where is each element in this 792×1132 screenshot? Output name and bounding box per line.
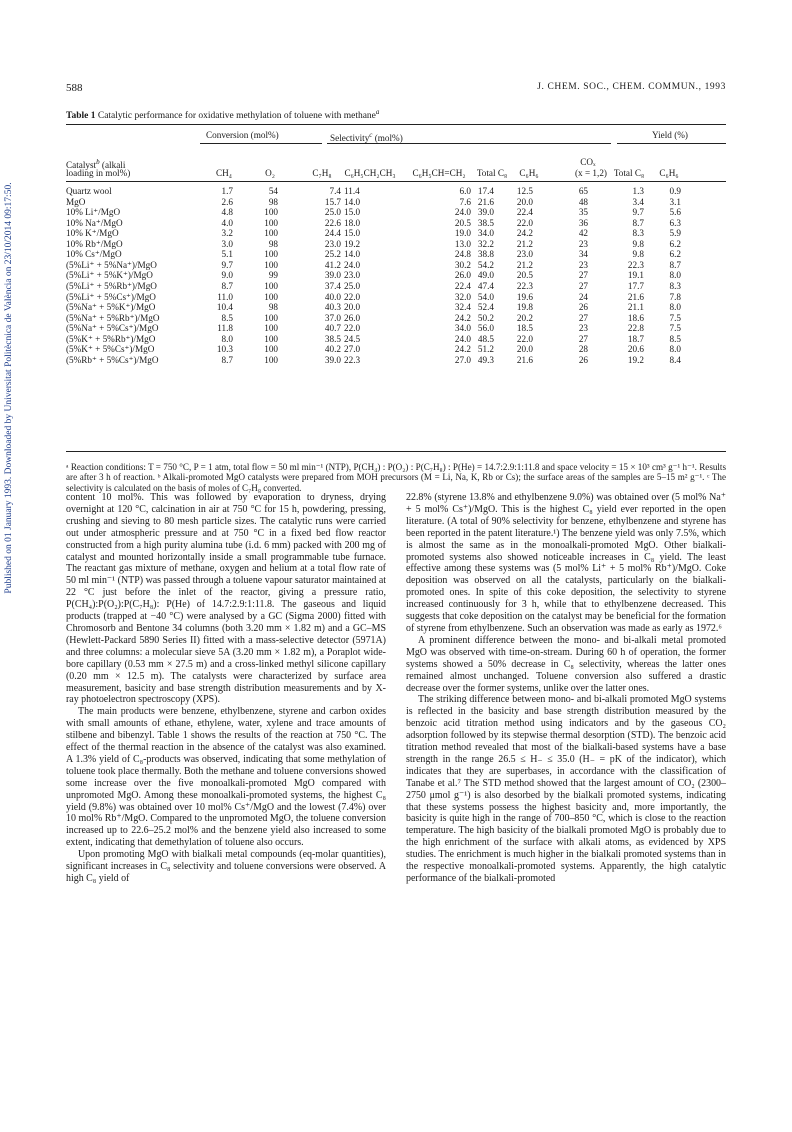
table-cell: 4.8 bbox=[221, 207, 233, 218]
table-cell: 51.2 bbox=[477, 344, 494, 355]
table-cell: 19.8 bbox=[516, 302, 533, 313]
table-cell: 22.3 bbox=[344, 354, 361, 365]
table-cell: 3.0 bbox=[221, 238, 233, 249]
table-cell: 54.0 bbox=[477, 291, 494, 302]
table-cell: 22.6 bbox=[324, 217, 341, 228]
table-cell: 100 bbox=[264, 280, 278, 291]
table-cell: 26.0 bbox=[344, 312, 361, 323]
table-cell: 26 bbox=[578, 354, 588, 365]
table-cell: 52.4 bbox=[477, 302, 494, 313]
selectivity-rule bbox=[327, 143, 611, 144]
table-cell: 7.4 bbox=[329, 186, 341, 196]
table-row-catalyst: (5%Na⁺ + 5%K⁺)/MgO bbox=[66, 302, 156, 313]
table-cell: 21.2 bbox=[516, 259, 533, 270]
table-cell: 11.8 bbox=[217, 323, 233, 334]
table-cell: 40.0 bbox=[324, 291, 341, 302]
table-caption-text: Catalytic performance for oxidative methylation of toluene with methane bbox=[97, 111, 376, 122]
table-cell: 8.0 bbox=[669, 302, 681, 313]
table-row-catalyst: Quartz wool bbox=[66, 186, 112, 196]
table-cell: 32.4 bbox=[454, 302, 471, 313]
table-cell: 32.0 bbox=[454, 291, 471, 302]
table-cell: 24.2 bbox=[454, 312, 471, 323]
table-caption bbox=[66, 108, 379, 121]
table-bottom-rule bbox=[66, 451, 726, 452]
table-cell: 24.2 bbox=[516, 228, 533, 239]
table-cell: 100 bbox=[264, 291, 278, 302]
table-cell: 40.7 bbox=[324, 323, 341, 334]
table-footnote: ᵃ Reaction conditions: T = 750 °C, P = 1 atm, total flow = 50 ml min⁻¹ (NTP), P(CH₄) : P(O₂) : P(C₇H₈) : P(He) = 14.7:2.9:1:11.8 and space velocity = 15 × 10³ cm³ g⁻¹ h⁻¹. Results are after 3 h of reaction. ᵇ Alkali-promoted MgO catalysts were prepared from MOH precursors (M = Li, Na, K, Rb or Cs); the surface areas of the samples are 5–15 m² g⁻¹. ᶜ The selectivity is calculated on the basis of moles of C₇H₈ converted. bbox=[66, 462, 726, 493]
table-cell: 20.6 bbox=[627, 344, 644, 355]
table-cell: 49.0 bbox=[477, 270, 494, 281]
table-cell: 20.0 bbox=[344, 302, 361, 313]
table-cell: 37.0 bbox=[324, 312, 341, 323]
download-notice-text: Published on 01 January 1993. Downloaded by Universitat Politècnica de València on 23/10/2014 09:17:50. bbox=[4, 182, 14, 594]
table-cell: 8.7 bbox=[221, 354, 233, 365]
table-cell: 34.0 bbox=[454, 323, 471, 334]
journal-header: J. CHEM. SOC., CHEM. COMMUN., 1993 bbox=[537, 82, 726, 92]
table-cell: 20.2 bbox=[516, 312, 533, 323]
cox-subheader: (x = 1,2) bbox=[575, 168, 607, 178]
table-cell: 24.0 bbox=[344, 259, 361, 270]
table-cell: 23.0 bbox=[324, 238, 341, 249]
table-cell: 15.0 bbox=[344, 228, 361, 239]
table-cell: 40.2 bbox=[324, 344, 341, 355]
table-cell: 22.4 bbox=[454, 280, 471, 291]
table-cell: 40.3 bbox=[324, 302, 341, 313]
paragraph: content 10 mol%. This was followed by evaporation to dryness, drying overnight at 120 °C, calcination in air at 750 °C for 15 h, powdering, pressing, crushing and sieving to 80 mesh particle sizes. The catalytic runs were carried out under atmospheric pressure and at 750 °C in a fixed bed flow reactor constructed from a high purity alumina tube (i.d. 6 mm) packed with 200 mg of catalyst and mounted horizontally inside a small programmable tube furnace. The reactant gas mixture of methane, oxygen and helium at a total flow rate of 50 ml min⁻¹ (NTP) was passed through a toluene vapour saturator maintained at 22 °C just before the inlet of the reactor, giving a pressure ratio, P(CH₄):P(O₂):P(C₇H₈): P(He) of 14.7:2.9:1:11.8. The gaseous and liquid products (trapped at −40 °C) were analysed by a GC (Sigma 2000) fitted with Chromosorb and Bentone 34 columns (both 3.20 mm × 1.82 m) and a GC–MS (Hewlett-Packard 5890 Series II) fitted with a mass-selective detector (5971A) and three columns: a molecular sieve 5A (3.20 mm × 1.82 m), a Poraplot wide-bore capillary (0.53 mm × 27.5 m) and a cross-linked methyl silicone capillary (0.20 mm × 12.5 m). The catalysts were characterized by surface area measurement, basicity and base strength distribution measurements and by X-ray photoelectron spectroscopy (XPS). bbox=[66, 492, 386, 706]
table-cell: 19.2 bbox=[344, 238, 361, 249]
table-cell: 8.5 bbox=[221, 312, 233, 323]
table-cell: 5.6 bbox=[669, 207, 681, 218]
table-caption-mark: a bbox=[375, 108, 380, 116]
table-cell: 30.2 bbox=[454, 259, 471, 270]
table-cell: 18.0 bbox=[344, 217, 361, 228]
table-cell: 19.0 bbox=[454, 228, 471, 239]
table-cell: 27.0 bbox=[454, 354, 471, 365]
table-cell: 38.8 bbox=[477, 249, 494, 260]
table-cell: 22.0 bbox=[516, 333, 533, 344]
table-cell: 8.7 bbox=[221, 280, 233, 291]
table-cell: 9.7 bbox=[221, 259, 233, 270]
table-cell: 26.0 bbox=[454, 270, 471, 281]
table-cell: 17.4 bbox=[477, 186, 494, 196]
table-cell: 6.0 bbox=[459, 186, 471, 196]
paragraph: The striking difference between mono- and bi-alkali promoted MgO systems is reflected in the basicity and base strength distribution measured by the benzoic acid titration method using indicators and by the gaseous CO₂ adsorption followed by its stepwise thermal desorption (STD). The benzoic acid titration method revealed that most of the bialkali-based systems have a base strength in the range 26.5 ≤ H₋ ≤ 35.0 (H₋ = pK of the indicator), which indicates that they are superbases, in accordance with the classification of Tanabe et al.⁷ The STD method showed that the largest amount of CO₂ (2300–2750 μmol g⁻¹) is also desorbed by the bialkali promoted systems, indicating that these systems possess the highest basicity and, more importantly, the basicity is quite high in the range of 700–850 °C, which is close to the reaction temperature. The high basicity of the bialkali promoted MgO is probably due to the high enrichment of the surface with alkali atoms, as evidenced by XPS studies. The enrichment is much higher in the bialkali promoted systems than in the respective monoalkali-promoted systems. Apparently, the high catalytic performance of the bialkali-promoted bbox=[406, 694, 726, 884]
column-header: O₂ bbox=[265, 168, 275, 178]
table-cell: 26 bbox=[578, 302, 588, 313]
table-cell: 25.2 bbox=[324, 249, 341, 260]
table-cell: 22.0 bbox=[516, 217, 533, 228]
table-cell: 21.6 bbox=[516, 354, 533, 365]
table-cell: 8.7 bbox=[669, 259, 681, 270]
table-cell: 9.7 bbox=[632, 207, 644, 218]
table-row-catalyst: 10% K⁺/MgO bbox=[66, 228, 119, 239]
table-cell: 100 bbox=[264, 207, 278, 218]
table-cell: 9.8 bbox=[632, 238, 644, 249]
table-cell: 99 bbox=[268, 270, 278, 281]
conversion-rule bbox=[200, 143, 322, 144]
table-cell: 1.7 bbox=[221, 186, 233, 196]
table-row-catalyst: 10% Li⁺/MgO bbox=[66, 207, 121, 218]
table-cell: 10.3 bbox=[216, 344, 233, 355]
table-cell: 8.0 bbox=[669, 270, 681, 281]
column-header: CH₄ bbox=[216, 168, 232, 178]
table-cell: 24.4 bbox=[324, 228, 341, 239]
table-row-catalyst: 10% Na⁺/MgO bbox=[66, 217, 123, 228]
selectivity-mark: c bbox=[369, 131, 373, 139]
table-cell: 20.5 bbox=[454, 217, 471, 228]
table-cell: 7.6 bbox=[459, 196, 471, 207]
table-row-catalyst: (5%Na⁺ + 5%Rb⁺)/MgO bbox=[66, 312, 160, 323]
table-cell: 100 bbox=[264, 354, 278, 365]
table-cell: 22.3 bbox=[516, 280, 533, 291]
table-cell: 8.0 bbox=[221, 333, 233, 344]
table-cell: 48.5 bbox=[477, 333, 494, 344]
table-cell: 22.0 bbox=[344, 291, 361, 302]
table-cell: 98 bbox=[268, 196, 278, 207]
table-cell: 1.3 bbox=[632, 186, 644, 196]
table-cell: 54.2 bbox=[477, 259, 494, 270]
table-cell: 50.2 bbox=[477, 312, 494, 323]
table-cell: 8.3 bbox=[669, 280, 681, 291]
table-row-catalyst: (5%Li⁺ + 5%K⁺)/MgO bbox=[66, 270, 153, 281]
table-row-catalyst: (5%K⁺ + 5%Cs⁺)/MgO bbox=[66, 344, 155, 355]
table-cell: 34.0 bbox=[477, 228, 494, 239]
table-cell: 8.3 bbox=[632, 228, 644, 239]
table-cell: 19.1 bbox=[627, 270, 644, 281]
table-cell: 25.0 bbox=[344, 280, 361, 291]
table-cell: 32.2 bbox=[477, 238, 494, 249]
column-header: Total C₈ bbox=[613, 168, 645, 178]
table-cell: 100 bbox=[264, 323, 278, 334]
table-cell: 18.5 bbox=[516, 323, 533, 334]
table-cell: 19.6 bbox=[516, 291, 533, 302]
table-cell: 27 bbox=[578, 333, 588, 344]
table-cell: 65 bbox=[578, 186, 588, 196]
table-cell: 12.5 bbox=[516, 186, 533, 196]
table-row-catalyst: (5%Na⁺ + 5%Cs⁺)/MgO bbox=[66, 323, 159, 334]
left-column bbox=[66, 492, 386, 885]
table-cell: 0.9 bbox=[669, 186, 681, 196]
table-cell: 24.8 bbox=[454, 249, 471, 260]
table-cell: 100 bbox=[264, 344, 278, 355]
table-row-catalyst: 10% Rb⁺/MgO bbox=[66, 238, 123, 249]
table-cell: 41.2 bbox=[324, 259, 341, 270]
table-cell: 24 bbox=[578, 291, 588, 302]
table-label: Table 1 bbox=[66, 111, 96, 122]
table-cell: 19.2 bbox=[627, 354, 644, 365]
table-cell: 100 bbox=[264, 228, 278, 239]
table-cell: 8.5 bbox=[669, 333, 681, 344]
table-cell: 11.4 bbox=[344, 186, 360, 196]
download-notice bbox=[2, 108, 16, 668]
table-row-catalyst: MgO bbox=[66, 196, 86, 207]
table-cell: 98 bbox=[268, 302, 278, 313]
table-cell: 21.1 bbox=[627, 302, 644, 313]
table-cell: 15.0 bbox=[344, 207, 361, 218]
table-cell: 4.0 bbox=[221, 217, 233, 228]
table-cell: 47.4 bbox=[477, 280, 494, 291]
catalyst-mark: b bbox=[96, 158, 100, 166]
table-cell: 5.1 bbox=[221, 249, 233, 260]
table-cell: 27.0 bbox=[344, 344, 361, 355]
column-header: C₆H₆ bbox=[519, 168, 539, 178]
table-cell: 3.2 bbox=[221, 228, 233, 239]
table-cell: 8.4 bbox=[669, 354, 681, 365]
table-cell: 21.6 bbox=[477, 196, 494, 207]
page-number: 588 bbox=[66, 82, 83, 94]
column-header: C₆H₅CH₂CH₃ bbox=[344, 168, 396, 178]
catalyst-header-line2: loading in mol%) bbox=[66, 168, 131, 178]
table-cell: 38.5 bbox=[324, 333, 341, 344]
table-cell: 24.0 bbox=[454, 207, 471, 218]
table-cell: 100 bbox=[264, 333, 278, 344]
table-cell: 10.4 bbox=[216, 302, 233, 313]
table-cell: 23 bbox=[578, 259, 588, 270]
table-cell: 21.2 bbox=[516, 238, 533, 249]
paragraph: 22.8% (styrene 13.8% and ethylbenzene 9.0%) was obtained over (5 mol% Na⁺ + 5 mol% Cs⁺)/MgO. This is the highest C₈ yield ever reported in the open literature. (A total of 90% selectivity for benzene, ethylbenzene and styrene has been reported in the patent literature.¹) The benzene yield was only 7.5%, which is almost the same as in the monoalkali-promoted MgO. Other bialkali-promoted systems also showed noticeable increases in C₈ yield. The least effective among these systems was (5 mol% Li⁺ + 5 mol% Rb⁺)/MgO. Coke deposition was observed on all the catalysts, particularly on the bialkali-promoted ones. In spite of this coke deposition, the selectivity to styrene increased continuously for 3 h, while that to ethylbenzene decreased. This suggests that coke deposition on the catalyst may be beneficial for the formation of styrene from ethylbenzene. Such an observation was made as early as 1972.⁶ bbox=[406, 492, 726, 634]
table-cell: 22.0 bbox=[344, 323, 361, 334]
table-cell: 22.4 bbox=[516, 207, 533, 218]
table-cell: 35 bbox=[578, 207, 588, 218]
table-row-catalyst: (5%Li⁺ + 5%Cs⁺)/MgO bbox=[66, 291, 156, 302]
table-cell: 24.0 bbox=[454, 333, 471, 344]
column-header: C₆H₅CH=CH₂ bbox=[412, 168, 466, 178]
table-cell: 39.0 bbox=[324, 354, 341, 365]
table-header-rule bbox=[66, 181, 726, 182]
table-cell: 36 bbox=[578, 217, 588, 228]
table-cell: 9.0 bbox=[221, 270, 233, 281]
table-cell: 6.3 bbox=[669, 217, 681, 228]
table-cell: 21.6 bbox=[627, 291, 644, 302]
table-cell: 7.5 bbox=[669, 312, 681, 323]
conversion-header: Conversion (mol%) bbox=[206, 130, 279, 140]
yield-rule bbox=[617, 143, 726, 144]
selectivity-header: Selectivity$^c$ (mol%) bbox=[330, 131, 403, 144]
table-cell: 7.5 bbox=[669, 323, 681, 334]
table-cell: 34 bbox=[578, 249, 588, 260]
table-cell: 39.0 bbox=[477, 207, 494, 218]
table-cell: 27 bbox=[578, 280, 588, 291]
table-cell: 8.7 bbox=[632, 217, 644, 228]
table-cell: 2.6 bbox=[221, 196, 233, 207]
table-cell: 100 bbox=[264, 249, 278, 260]
table-cell: 22.3 bbox=[627, 259, 644, 270]
table-cell: 14.0 bbox=[344, 249, 361, 260]
table-cell: 20.0 bbox=[516, 196, 533, 207]
table-cell: 17.7 bbox=[627, 280, 644, 291]
catalyst-header: Catalyst$^b$ (alkali bbox=[66, 158, 126, 171]
table-cell: 6.2 bbox=[669, 249, 681, 260]
table-top-rule bbox=[66, 124, 726, 125]
table-row-catalyst: (5%Rb⁺ + 5%Cs⁺)/MgO bbox=[66, 354, 159, 365]
table-cell: 37.4 bbox=[324, 280, 341, 291]
table-cell: 39.0 bbox=[324, 270, 341, 281]
table-row-catalyst: 10% Cs⁺/MgO bbox=[66, 249, 122, 260]
table-cell: 27 bbox=[578, 270, 588, 281]
table-cell: 42 bbox=[578, 228, 588, 239]
table-row-catalyst: (5%Li⁺ + 5%Na⁺)/MgO bbox=[66, 259, 157, 270]
table-cell: 18.6 bbox=[627, 312, 644, 323]
table-cell: 48 bbox=[578, 196, 588, 207]
table-cell: 27 bbox=[578, 312, 588, 323]
table-cell: 14.0 bbox=[344, 196, 361, 207]
table-cell: 8.0 bbox=[669, 344, 681, 355]
table-cell: 98 bbox=[268, 238, 278, 249]
column-header: C₆H₆ bbox=[659, 168, 679, 178]
table-cell: 24.2 bbox=[454, 344, 471, 355]
column-header: COₓ bbox=[580, 157, 596, 167]
table-cell: 22.8 bbox=[627, 323, 644, 334]
table-cell: 20.0 bbox=[516, 344, 533, 355]
table-cell: 28 bbox=[578, 344, 588, 355]
table-cell: 100 bbox=[264, 217, 278, 228]
table-cell: 23 bbox=[578, 238, 588, 249]
table-cell: 3.1 bbox=[669, 196, 681, 207]
table-row-catalyst: (5%Li⁺ + 5%Rb⁺)/MgO bbox=[66, 280, 157, 291]
table-cell: 15.7 bbox=[324, 196, 341, 207]
yield-header: Yield (%) bbox=[652, 130, 688, 140]
table-cell: 56.0 bbox=[477, 323, 494, 334]
table-cell: 9.8 bbox=[632, 249, 644, 260]
table-cell: 38.5 bbox=[477, 217, 494, 228]
table-cell: 54 bbox=[268, 186, 278, 196]
table-cell: 49.3 bbox=[477, 354, 494, 365]
table-cell: 6.2 bbox=[669, 238, 681, 249]
table-cell: 18.7 bbox=[627, 333, 644, 344]
table-cell: 23.0 bbox=[516, 249, 533, 260]
table-cell: 20.5 bbox=[516, 270, 533, 281]
table-cell: 7.8 bbox=[669, 291, 681, 302]
table-row-catalyst: (5%K⁺ + 5%Rb⁺)/MgO bbox=[66, 333, 156, 344]
table-cell: 100 bbox=[264, 312, 278, 323]
table-cell: 24.5 bbox=[344, 333, 361, 344]
column-header: C₇H₈ bbox=[312, 168, 332, 178]
right-column bbox=[406, 492, 726, 885]
table-cell: 100 bbox=[264, 259, 278, 270]
paragraph: Upon promoting MgO with bialkali metal compounds (eq-molar quantities), significant increases in C₈ selectivity and toluene conversions were observed. A high C₈ yield of bbox=[66, 849, 386, 884]
table-cell: 23.0 bbox=[344, 270, 361, 281]
table-cell: 25.0 bbox=[324, 207, 341, 218]
table-cell: 23 bbox=[578, 323, 588, 334]
table-cell: 13.0 bbox=[454, 238, 471, 249]
table-cell: 5.9 bbox=[669, 228, 681, 239]
table-cell: 11.0 bbox=[217, 291, 233, 302]
table-cell: 3.4 bbox=[632, 196, 644, 207]
paragraph: A prominent difference between the mono- and bi-alkali metal promoted MgO was observed with time-on-stream. During 60 h of operation, the former systems showed a 50% decrease in C₈ selectivity, whereas the latter ones remained almost unchanged. Toluene conversion also suffered a drastic decrease over the former systems, unlike over the latter ones. bbox=[406, 634, 726, 694]
paragraph: The main products were benzene, ethylbenzene, styrene and carbon oxides with small amounts of ethane, ethylene, water, xylene and trace amounts of stilbene and bibenzyl. Table 1 shows the results of the reaction at 750 °C. The effect of the thermal reaction in the absence of the catalyst was also examined. A 1.3% yield of C₈-products was observed, indicating that some methylation of toluene took place thermally. Both the methane and toluene conversions showed some increase over the five monoalkali-promoted MgO compared with unpromoted MgO. Among these monoalkali-promoted systems, the highest C₈ yield (9.8%) was obtained over 10 mol% Cs⁺/MgO and the lowest (7.4%) over 10 mol% Rb⁺/MgO. Compared to the unpromoted MgO, the toluene conversion increased up to 22.6–25.2 mol% and the benzene yield also increased to some extent, indicating that demethylation of toluene also occurs. bbox=[66, 706, 386, 849]
column-header: Total C₈ bbox=[476, 168, 508, 178]
